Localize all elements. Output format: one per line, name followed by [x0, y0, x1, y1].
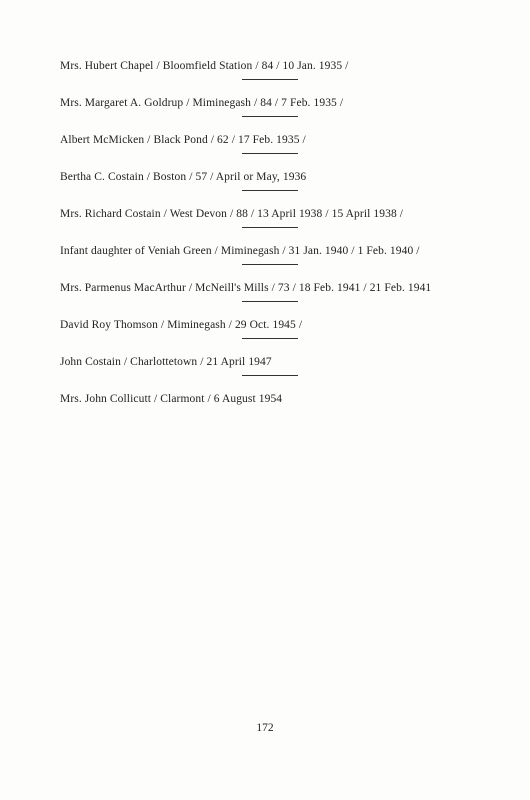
entry-separator	[60, 184, 500, 207]
entry-text: Mrs. Richard Costain / West Devon / 88 / 13 April 1938 / 15 April 1938 /	[60, 208, 404, 220]
entry-text: John Costain / Charlottetown / 21 April 1947	[60, 356, 272, 368]
entry-text: Mrs. Parmenus MacArthur / McNeill's Mills / 73 / 18 Feb. 1941 / 21 Feb. 1941	[60, 282, 432, 294]
entry-text: Mrs. John Collicutt / Clarmont / 6 August 1954	[60, 393, 283, 405]
entry-separator	[60, 147, 500, 170]
entry-text: Albert McMicken / Black Pond / 62 / 17 Feb. 1935 /	[60, 134, 306, 146]
entry-separator	[60, 332, 500, 355]
entry-text: Bertha C. Costain / Boston / 57 / April or May, 1936	[60, 171, 307, 183]
entry-separator	[60, 369, 500, 392]
entry-separator	[60, 110, 500, 133]
entry-text: David Roy Thomson / Miminegash / 29 Oct. 1945 /	[60, 319, 303, 331]
entry-text: Mrs. Margaret A. Goldrup / Miminegash / 84 / 7 Feb. 1935 /	[60, 97, 344, 109]
entry-separator	[60, 295, 500, 318]
entry-separator	[60, 258, 500, 281]
entry-text: Infant daughter of Veniah Green / Miminegash / 31 Jan. 1940 / 1 Feb. 1940 /	[60, 245, 420, 257]
entry-separator	[60, 73, 500, 96]
burial-entries-list	[60, 59, 500, 406]
page-number: 172	[256, 722, 274, 734]
entry-separator	[60, 221, 500, 244]
entry-text: Mrs. Hubert Chapel / Bloomfield Station / 84 / 10 Jan. 1935 /	[60, 60, 349, 72]
